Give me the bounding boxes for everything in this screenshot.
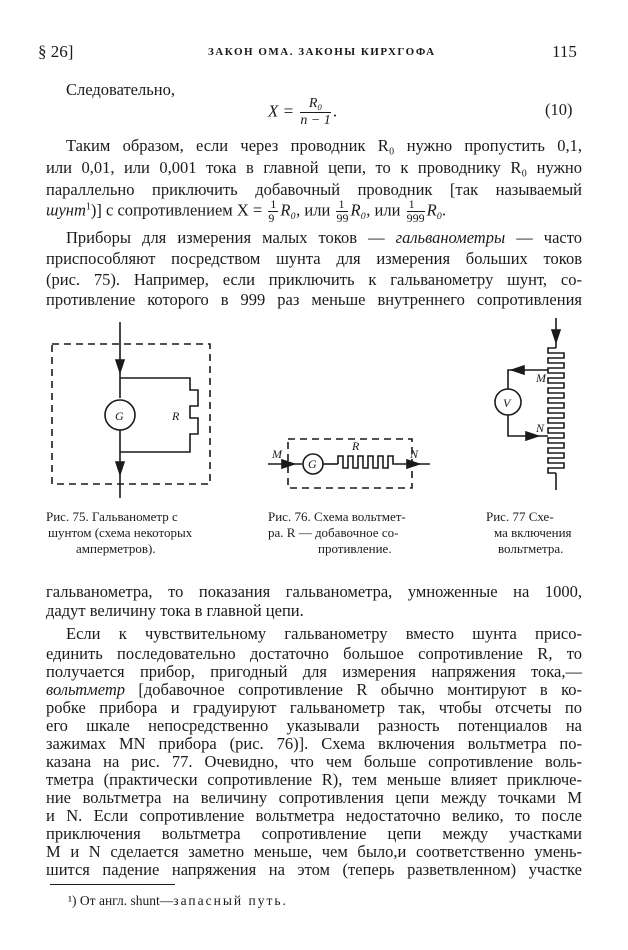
para4-line7: зажимах MN прибора (рис. 76)]. Схема включения вольтметра по-	[46, 734, 582, 753]
para4-line14: шится падение напряжения на этом (теперь разветвленном) участке	[46, 860, 582, 879]
footnote-text-a: От англ. shunt—	[79, 893, 174, 908]
r0-end: R₀.	[426, 200, 447, 220]
fig77-resistor-chain	[548, 348, 564, 473]
fig76-label-n: N	[410, 447, 419, 461]
fig75-caption-line2: шунтом (схема некоторых	[48, 525, 193, 540]
fig76-caption-line1: Рис. 76. Схема вольтмет-	[268, 509, 406, 524]
or-b: , или	[366, 200, 401, 220]
para1-line3: параллельно приключить добавочный проводник [так называемый	[46, 180, 582, 199]
para4-line13: M и N сделается заметно меньше, чем было,и соответственно умень-	[46, 842, 582, 861]
para4-line1: Если к чувствительному гальванометру вместо шунта присо-	[66, 624, 582, 643]
footnote-ref: 1	[85, 201, 91, 213]
term-shunt: шунт	[46, 200, 86, 220]
para1-line1: Таким образом, если через проводник R₀ нужно пропустить 0,1,	[66, 136, 582, 155]
fig75-arrow-top	[116, 360, 124, 372]
para4-line10: ние вольтметра на величину сопротивления цепи между точками M	[46, 788, 582, 807]
fig77-caption-line2: ма включения	[494, 525, 572, 540]
para2-line4: противление которого в 999 раз меньше внутреннего сопротивления	[46, 290, 582, 309]
fig75-caption	[46, 509, 192, 557]
fig75-caption-line3: амперметров).	[76, 541, 156, 556]
formula-denominator: n − 1	[300, 113, 331, 128]
para2-line2: приспособляют посредством шунта для измерения больших токов	[46, 249, 582, 268]
r0-b: R₀	[350, 200, 367, 220]
fig77-arrow-top	[552, 330, 560, 342]
equation-number: (10)	[545, 100, 573, 119]
fig75-shunt-resistor	[120, 378, 198, 452]
para4-line12: приключения вольтметра сопротивление цепи между участками	[46, 824, 582, 843]
footnote-text-b: запасный путь.	[173, 893, 288, 908]
running-head-title: ЗАКОН ОМА. ЗАКОНЫ КИРХГОФА	[208, 46, 436, 58]
para4-line8: казана на рис. 77. Очевидно, что чем больше сопротивление воль-	[46, 752, 582, 771]
page-number: 115	[552, 42, 577, 61]
para1-line2: или 0,01, или 0,001 тока в главной цепи, то к проводнику R₀ нужно	[46, 158, 582, 177]
fig76-label-g: G	[308, 457, 317, 471]
fig75-dashed-box	[52, 344, 210, 484]
fig76-caption	[268, 509, 406, 557]
para4-line11: и N. Если сопротивление вольтметра недостаточно велико, то после	[46, 806, 582, 825]
fig76-label-r: R	[352, 439, 360, 453]
fig77-arrow-branch-top	[512, 366, 524, 374]
para4-line2: единить последовательно достаточно большое сопротивление R, то	[46, 644, 582, 663]
para4-line6: его шкале непосредственно указывали разность потенциалов на	[46, 716, 582, 735]
fig76-caption-line2: ра. R — добавочное со-	[268, 525, 399, 540]
term-voltmeter: вольтметр	[46, 680, 125, 699]
para2-line1-a: Приборы для измерения малых токов —	[66, 228, 385, 247]
fig76-caption-line3: противление.	[318, 541, 392, 556]
fig75-label-r: R	[172, 409, 180, 423]
fig77-caption-line1: Рис. 77 Схе-	[486, 509, 554, 524]
or-a: , или	[296, 200, 331, 220]
para1-line4-mid: )] с сопротивлением X =	[90, 200, 263, 220]
footnote	[68, 893, 288, 909]
fraction-1-999-num: 1	[407, 198, 425, 212]
para4-line4-rest: [добавочное сопротивление R обычно монтируют в ко-	[138, 680, 582, 699]
section-number: § 26]	[38, 42, 74, 61]
fraction-1-99-den: 99	[336, 211, 349, 225]
para4-line3: получается прибор, пригодный для измерения напряжения тока,—	[46, 662, 582, 681]
para4-line5: робке прибора и градуируют гальванометр так, чтобы отсчеты по	[46, 698, 582, 717]
para2-line3: (рис. 75). Например, если приключить к гальванометру шунт, со-	[46, 270, 582, 289]
fig75-caption-line1: Рис. 75. Гальванометр с	[46, 509, 178, 524]
term-galvanometers: гальванометры	[395, 228, 506, 247]
footnote-rule	[50, 884, 175, 885]
fraction-1-999-den: 999	[406, 211, 425, 225]
formula-lhs: X =	[268, 101, 295, 121]
fig77-caption	[486, 509, 572, 557]
formula-numerator: R₀	[300, 96, 330, 113]
fig76-arrow-left	[282, 460, 294, 468]
fraction-1-99-num: 1	[336, 198, 348, 212]
fig75-arrow-bottom	[116, 462, 124, 474]
fig77-label-v: V	[503, 396, 511, 410]
fraction-1-9-den: 9	[268, 211, 275, 225]
formula-lead: Следовательно,	[66, 80, 175, 99]
para3-line2: дадут величину тока в главной цепи.	[46, 601, 304, 620]
fraction-1-9-num: 1	[270, 197, 277, 211]
formula-tail: .	[332, 101, 338, 121]
fig76-arrow-right	[407, 460, 419, 468]
para3-line1: гальванометра, то показания гальванометра, умноженные на 1000,	[46, 582, 582, 601]
fig77-caption-line3: вольтметра.	[498, 541, 564, 556]
footnote-mark: ¹)	[68, 893, 77, 908]
para2-line1-c: — часто	[516, 228, 582, 247]
para4-line4	[46, 680, 582, 700]
fig77-label-n: N	[536, 421, 545, 435]
r0-a: R₀	[280, 200, 297, 220]
para4-line9: тметра (практически сопротивление R), тем меньше влияет приключе-	[46, 770, 582, 789]
fig76-label-m: M	[272, 447, 282, 461]
fig75-label-g: G	[115, 409, 124, 423]
fig77-label-m: M	[536, 371, 546, 385]
